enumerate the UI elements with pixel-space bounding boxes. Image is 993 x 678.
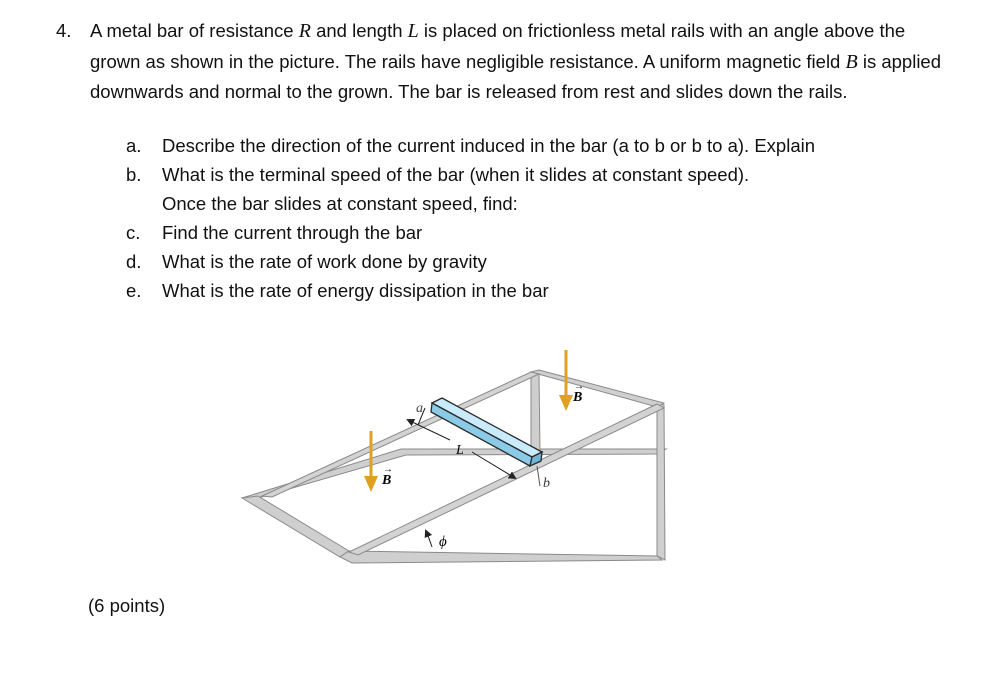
text-segment: A metal bar of resistance [90,20,299,41]
incline-right-rail [349,404,664,555]
label-b-leader [537,466,540,486]
bar-side-face [431,403,532,466]
subquestion-label: e. [126,280,142,301]
text-segment: is applied downwards and normal to the grown. The bar is released from rest and slides down the rails. [90,50,942,102]
subquestion-text: Once the bar slides at constant speed, find: [162,193,518,214]
subquestion-text: What is the rate of work done by gravity [162,251,487,272]
subquestion-text: What is the terminal speed of the bar (when it slides at constant speed). [162,164,750,185]
text-segment: is placed on frictionless metal rails with an angle above the grown as shown in the picture. The rails have negligible resistance. A uniform magnetic field [90,20,906,72]
label-phi: ϕ [439,534,447,550]
back-vertical-post [531,372,540,452]
points-label: (6 points) [88,595,166,616]
ground-front-rail [340,551,662,563]
label-B-left: B [382,473,392,488]
right-vertical-post [657,402,665,560]
question-number: 4. [56,20,72,41]
label-B-right: B [573,390,583,405]
bar-top-face [432,398,542,457]
var-L: L [407,20,419,42]
text-segment: and length [310,20,408,41]
subquestion-label: b. [126,164,142,185]
subquestion-text: Describe the direction of the current induced in the bar (a to b or b to a). Explain [162,135,816,156]
top-rail [531,370,664,407]
label-a: a [416,401,423,416]
subquestion-text: Find the current through the bar [162,222,423,243]
ground-back-rail [242,449,666,498]
metal-bar [431,398,542,466]
angle-arc [426,531,432,547]
label-b: b [543,476,550,491]
subquestion-text: What is the rate of energy dissipation in the bar [162,280,549,301]
ground-left-rail [242,496,349,557]
length-arrow-right [472,452,515,478]
var-R: R [298,20,311,42]
subquestion-label: c. [126,222,141,243]
vector-arrow-right: → [574,381,584,392]
subquestion-label: a. [126,135,142,156]
subquestion-label: d. [126,251,142,272]
vector-arrow-left: → [383,464,393,475]
rail-frame [242,370,666,563]
label-L: L [456,443,464,458]
var-B: B [845,50,858,73]
